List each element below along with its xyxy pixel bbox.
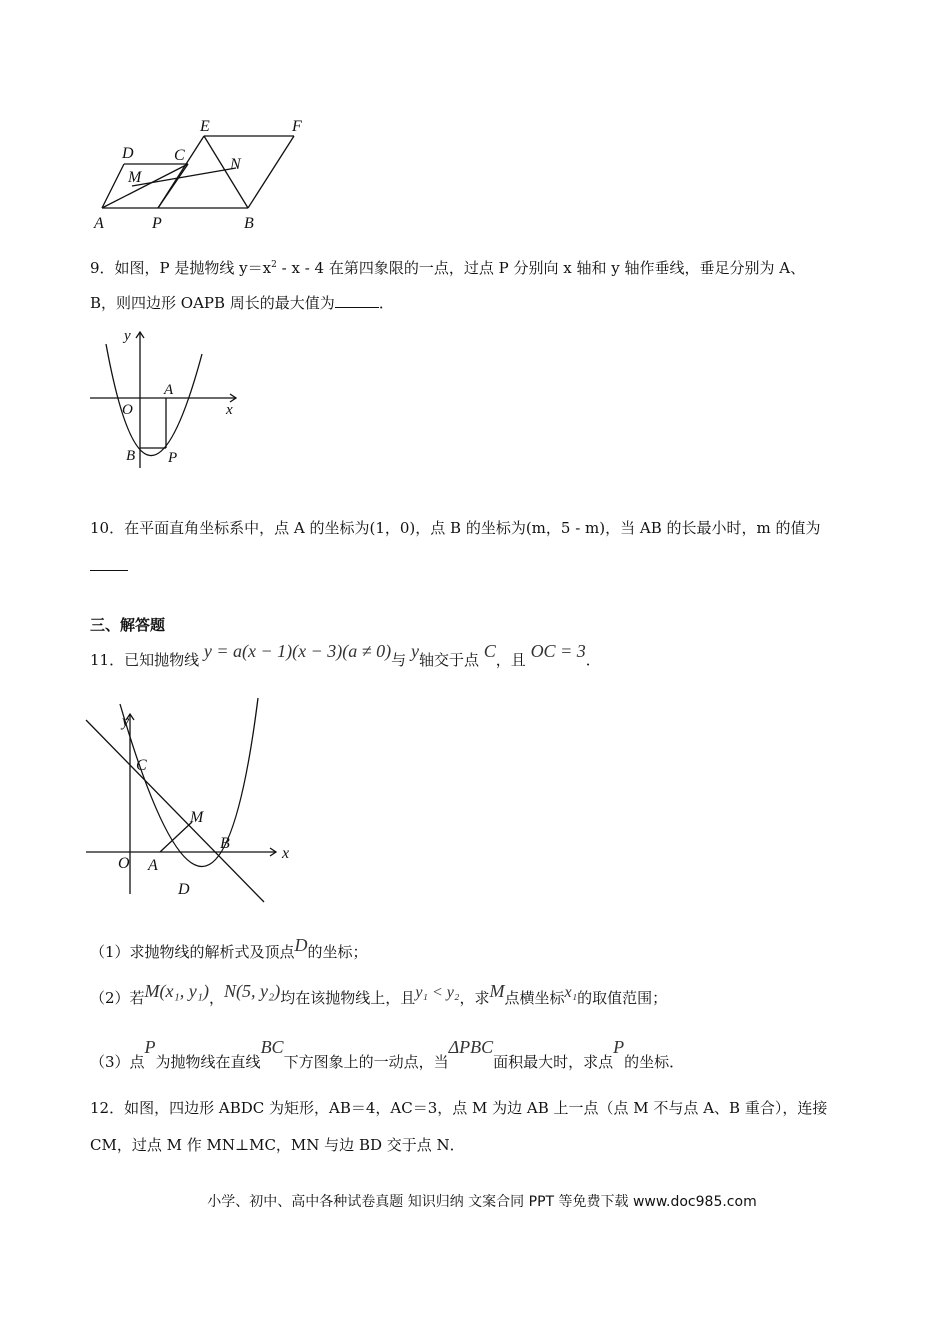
q10-number: 10． [90, 519, 125, 537]
label-D: D [178, 881, 190, 898]
label-A: A [164, 382, 174, 398]
q11-part2: （2）若M(x₁, y₁)，N(5, y₂)均在该抛物线上，且y₁ < y₂，求M点横坐标x₁的取值范围； [90, 981, 668, 1007]
answer-blank[interactable] [335, 293, 379, 308]
label-P: P [152, 215, 162, 232]
label-C: C [136, 757, 147, 774]
q12-line1: 12．如图，四边形 ABDC 为矩形，AB＝4，AC＝3，点 M 为边 AB 上一点（点 M 不与点 A、B 重合），连接 [90, 1099, 828, 1117]
label-F: F [292, 118, 302, 135]
q11-statement: 11．已知抛物线 y = a(x − 1)(x − 3)(a ≠ 0)与 y轴交于点 C，且 OC = 3． [90, 641, 601, 669]
q11-part1: （1）求抛物线的解析式及顶点D的坐标； [90, 935, 368, 961]
label-O: O [122, 402, 133, 418]
section-title: 三、解答题 [90, 616, 166, 634]
equation: y = a(x − 1)(x − 3)(a ≠ 0) [203, 641, 392, 661]
q12-number: 12． [90, 1099, 125, 1117]
q9-number: 9． [90, 259, 115, 277]
label-M: M [190, 809, 204, 826]
label-B: B [244, 215, 254, 232]
label-D: D [122, 145, 134, 162]
label-O: O [118, 855, 130, 872]
label-N: N [230, 156, 241, 173]
label-y: y [124, 328, 131, 344]
figure-q11-parabola [84, 696, 304, 906]
figure-q9-parabola [86, 322, 246, 472]
label-B: B [220, 835, 230, 852]
label-A: A [94, 215, 104, 232]
q9-line2: B，则四边形 OAPB 周长的最大值为 ． [90, 294, 394, 312]
label-P: P [168, 450, 178, 466]
answer-blank[interactable] [90, 556, 128, 571]
label-x: x [282, 845, 290, 862]
label-y: y [122, 713, 130, 730]
q11-number: 11． [90, 651, 125, 669]
label-C: C [174, 147, 185, 164]
label-A: A [148, 857, 158, 874]
q12-line2: CM，过点 M 作 MN⊥MC，MN 与边 BD 交于点 N． [90, 1136, 465, 1154]
label-E: E [200, 118, 210, 135]
figure-parallelograms [88, 114, 348, 238]
q10-line1: 10．在平面直角坐标系中，点 A 的坐标为(1，0)，点 B 的坐标为(m，5 - m)，当 AB 的长最小时，m 的值为 [90, 519, 821, 537]
page-footer: 小学、初中、高中各种试卷真题 知识归纳 文案合同 PPT 等免费下载 www.doc985.com [207, 1194, 757, 1210]
label-x: x [226, 402, 233, 418]
label-B: B [126, 448, 136, 464]
label-M: M [128, 169, 142, 186]
q9-line1: 9．如图，P 是抛物线 $y=x^2 - x - 4$ 在第四象限的一点，过点 P 分别向 x 轴和 y 轴作垂线，垂足分别为 A、 [90, 259, 806, 277]
q11-part3: （3）点P为抛物线在直线BC下方图象上的一动点，当ΔPBC面积最大时，求点P的坐标． [90, 1037, 685, 1071]
